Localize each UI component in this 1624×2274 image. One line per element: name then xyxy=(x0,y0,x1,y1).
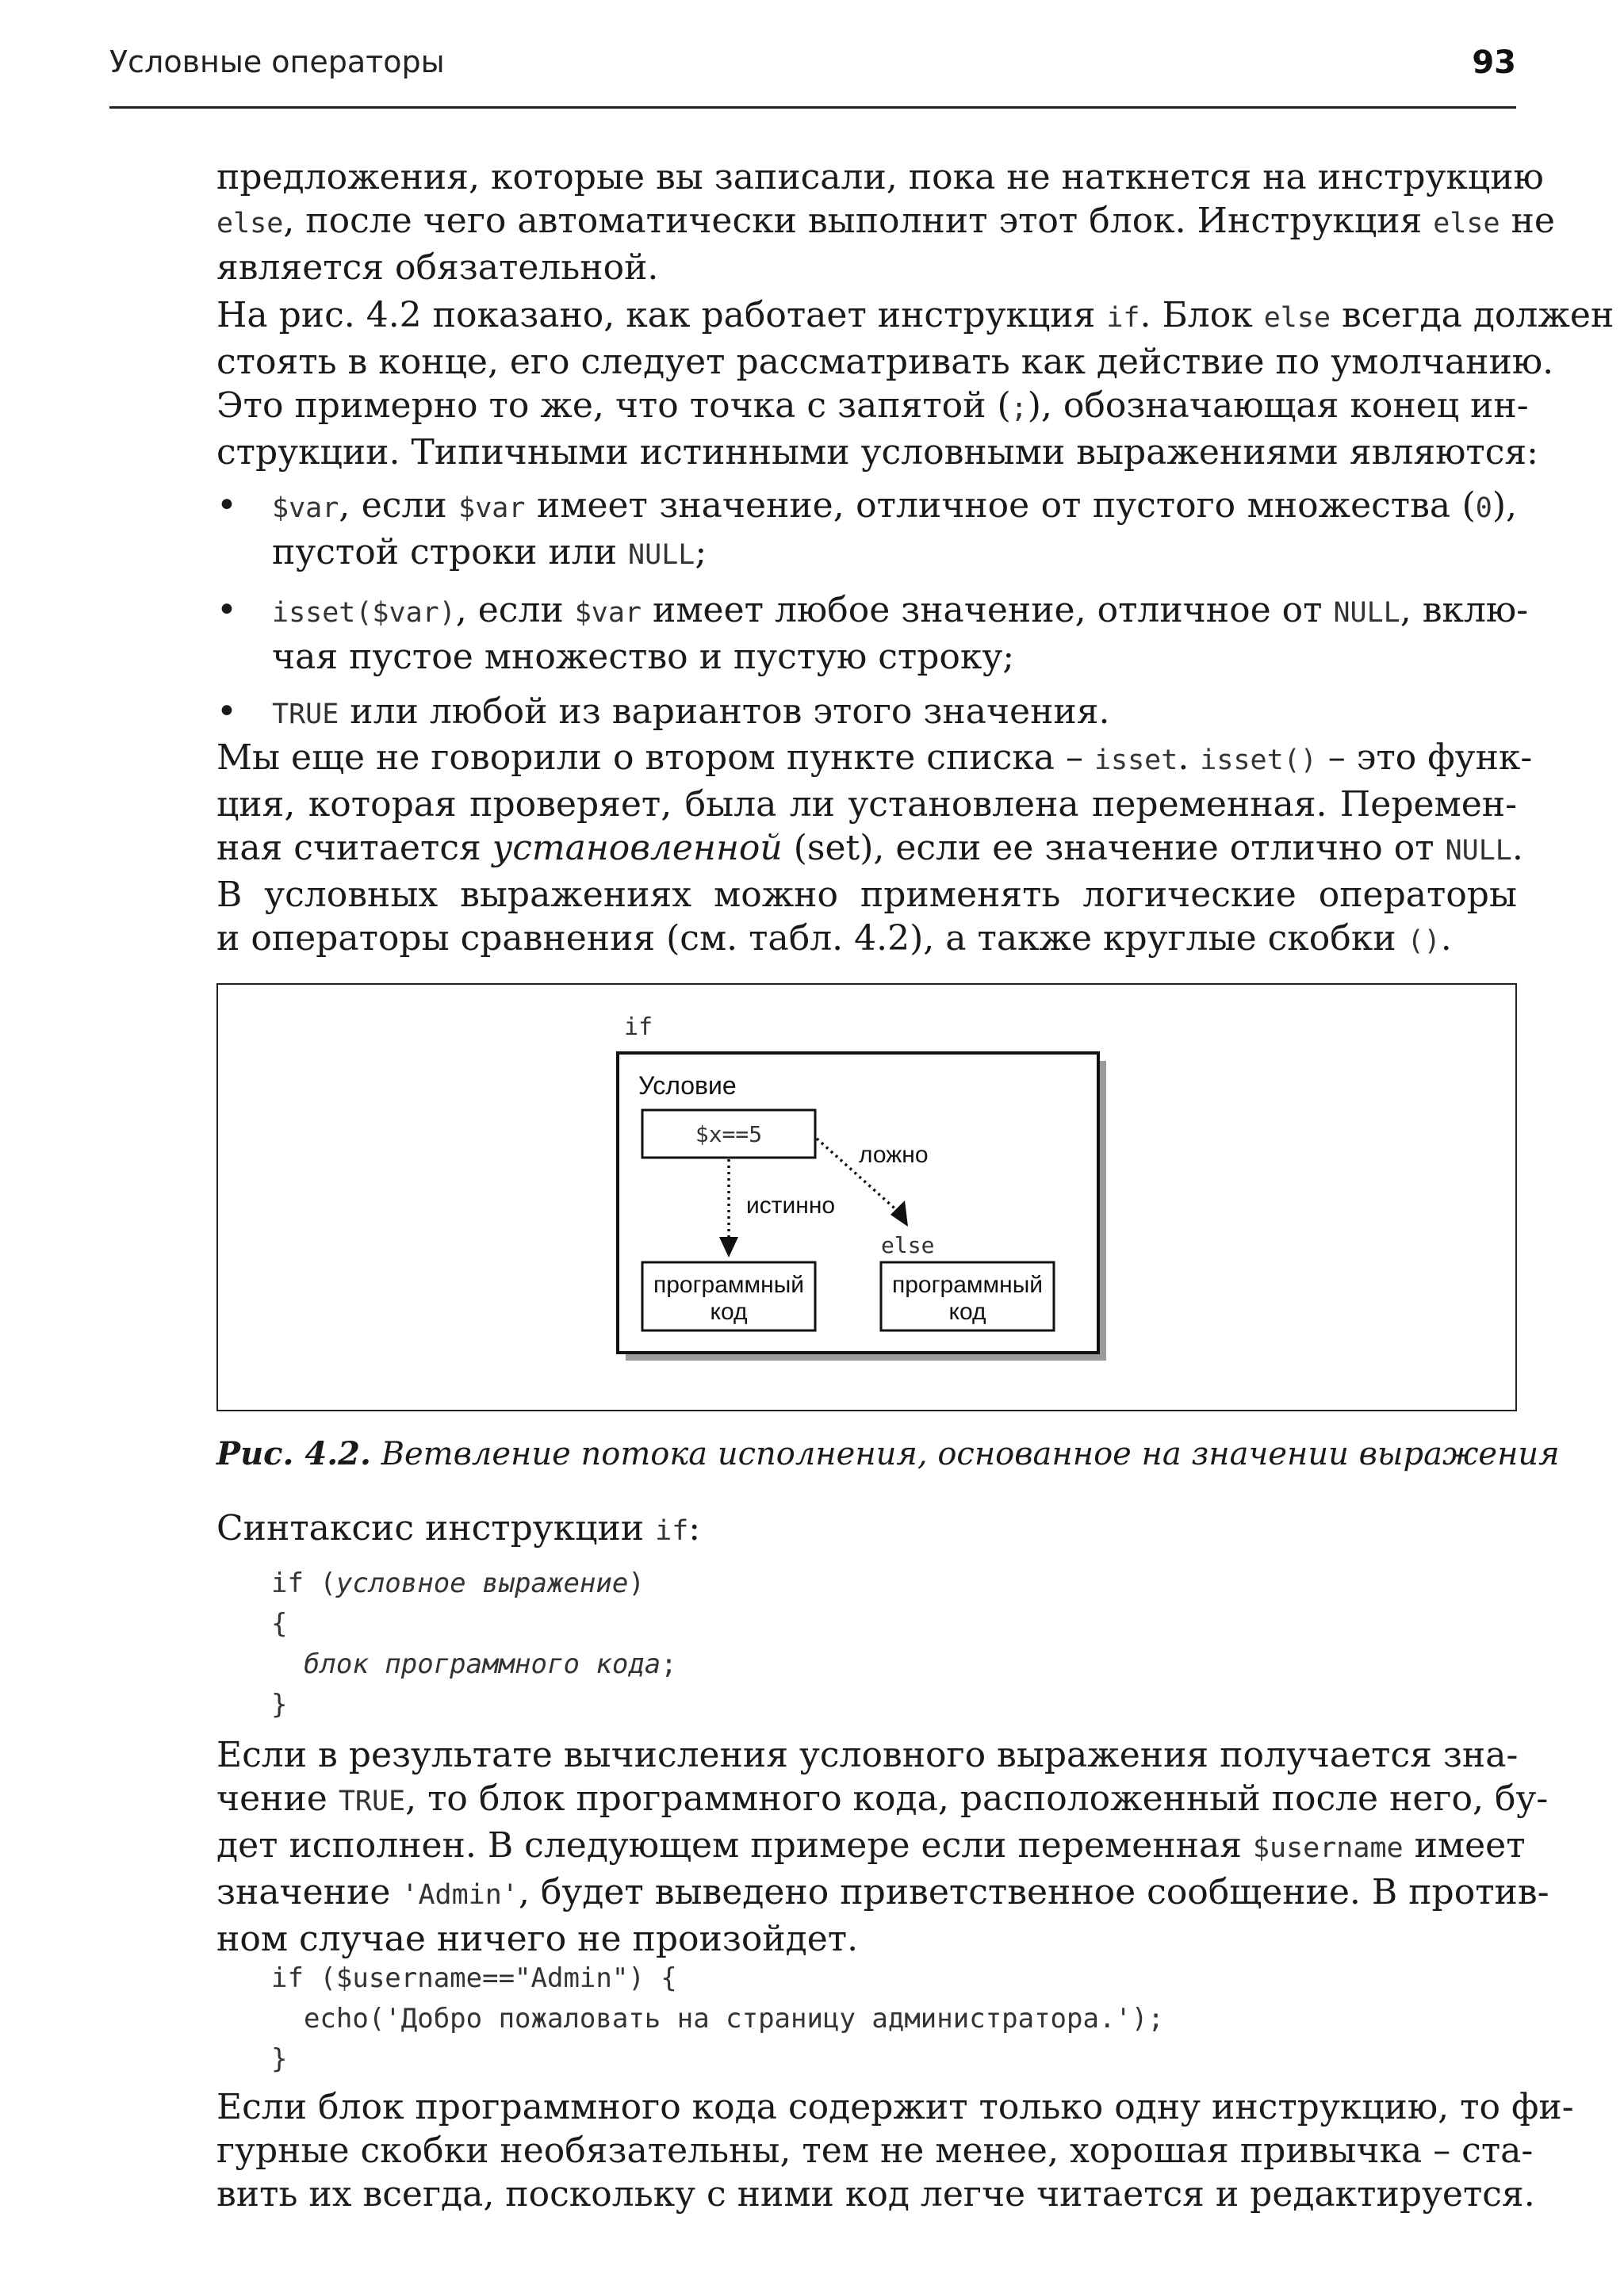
paragraph-3 xyxy=(216,736,1533,963)
text-line: дет исполнен. В следующем примере если переменная $username имеет xyxy=(216,1825,1526,1866)
text-line: Мы еще не говорили о втором пункте списка – isset. isset() – это функ- xyxy=(216,737,1533,778)
if-label: if xyxy=(624,1013,653,1041)
code-line: } xyxy=(271,2043,288,2075)
figure-frame xyxy=(216,983,1517,1411)
bullet-list xyxy=(216,484,1529,748)
text-line: предложения, которые вы записали, пока не наткнется на инструкцию xyxy=(216,157,1544,197)
text-line: Если блок программного кода содержит только одну инструкцию, то фи- xyxy=(216,2087,1574,2127)
text-line: вить их всегда, поскольку с ними код легче читается и редактируется. xyxy=(216,2174,1535,2215)
code-block-else-line1: программный xyxy=(891,1272,1044,1298)
text-line: и операторы сравнения (см. табл. 4.2), а также круглые скобки (). xyxy=(216,918,1452,959)
text-line: TRUE или любой из вариантов этого значения. xyxy=(272,691,1110,732)
paragraph-5 xyxy=(216,2085,1574,2216)
paragraph-1 xyxy=(216,155,1555,289)
code-line: if ($username=="Admin") { xyxy=(271,1962,677,1994)
text-line: На рис. 4.2 показано, как работает инструкция if. Блок else всегда должен xyxy=(216,295,1614,335)
list-item xyxy=(216,690,1517,737)
syntax-heading: Синтаксис инструкции if: xyxy=(216,1508,701,1549)
text-line: else, после чего автоматически выполнит этот блок. Инструкция else не xyxy=(216,201,1555,241)
paragraph-2 xyxy=(216,293,1614,474)
text-line: является обязательной. xyxy=(216,247,659,288)
text-line: ная считается установленной (set), если ее значение отлично от NULL. xyxy=(216,828,1523,868)
code-block-true-line2: код xyxy=(710,1299,748,1325)
text-line: Это примерно то же, что точка с запятой (;), обозначающая конец ин- xyxy=(216,385,1529,426)
text-line: В условных выражениях можно применять логические операторы xyxy=(216,875,1517,915)
text-line: стоять в конце, его следует рассматривать как действие по умолчанию. xyxy=(216,342,1554,382)
code-block-example xyxy=(271,1958,1164,2080)
flow-diagram xyxy=(218,985,1515,1410)
running-header: Условные операторы xyxy=(109,44,445,79)
condition-label: Условие xyxy=(638,1071,737,1100)
list-item xyxy=(216,588,1529,679)
code-line: echo('Добро пожаловать на страницу администратора.'); xyxy=(271,2003,1164,2035)
true-label: истинно xyxy=(746,1193,836,1219)
code-block-else-line2: код xyxy=(948,1299,986,1325)
code-line: { xyxy=(271,1608,288,1640)
text-line: ном случае ничего не произойдет. xyxy=(216,1919,859,1959)
text-line: чение TRUE, то блок программного кода, расположенный после него, бу- xyxy=(216,1778,1549,1819)
code-line: блок программного кода; xyxy=(271,1648,677,1680)
code-block-syntax xyxy=(271,1564,677,1725)
else-label: else xyxy=(881,1232,935,1258)
code-line: } xyxy=(271,1689,288,1721)
text-line: гурные скобки необязательны, тем не менее, хорошая привычка – ста- xyxy=(216,2130,1534,2171)
paragraph-4 xyxy=(216,1733,1549,1961)
list-item xyxy=(216,484,1517,577)
text-line: пустой строки или NULL; xyxy=(272,532,707,572)
text-line: значение 'Admin', будет выведено приветственное сообщение. В против- xyxy=(216,1872,1549,1912)
false-label: ложно xyxy=(859,1142,929,1168)
text-line: струкции. Типичными истинными условными выражениями являются: xyxy=(216,432,1538,473)
text-line: ция, которая проверяет, была ли установлена переменная. Перемен- xyxy=(216,784,1517,825)
text-line: $var, если $var имеет значение, отличное от пустого множества (0), xyxy=(272,485,1518,526)
header-rule xyxy=(109,106,1516,109)
page-number: 93 xyxy=(1472,44,1516,81)
text-line: чая пустое множество и пустую строку; xyxy=(272,637,1015,677)
text-line: isset($var), если $var имеет любое значение, отличное от NULL, вклю- xyxy=(272,590,1529,630)
expression-text: $x==5 xyxy=(695,1121,763,1147)
bullet-icon: • xyxy=(216,590,237,630)
text-line: Если в результате вычисления условного выражения получается зна- xyxy=(216,1735,1519,1775)
code-line: if (условное выражение) xyxy=(271,1568,645,1599)
bullet-icon: • xyxy=(216,485,237,526)
code-block-true-line1: программный xyxy=(653,1272,805,1298)
figure-caption: Рис. 4.2. Ветвление потока исполнения, основанное на значении выражения xyxy=(216,1435,1560,1472)
bullet-icon: • xyxy=(216,691,237,732)
